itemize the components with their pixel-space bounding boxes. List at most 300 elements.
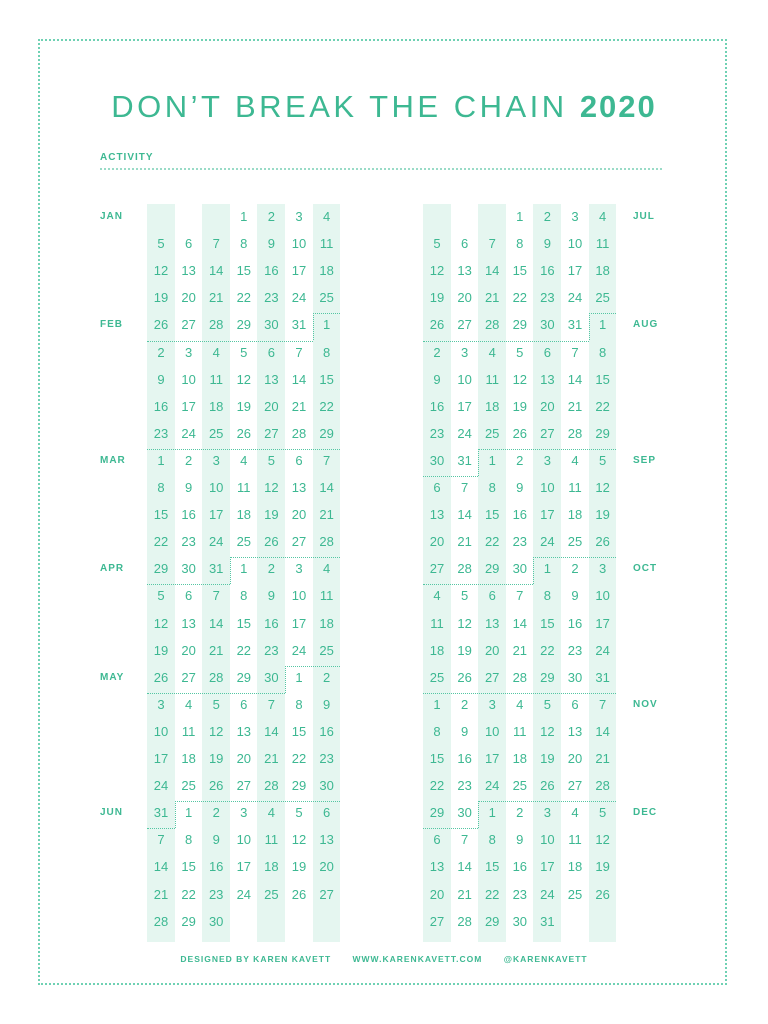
day-cell: 27 — [540, 425, 555, 441]
day-cell: 21 — [457, 886, 472, 902]
day-cell: 16 — [512, 507, 528, 523]
month-label: MAR — [100, 454, 126, 466]
day-cell: 18 — [319, 263, 334, 279]
day-cell: 29 — [181, 913, 196, 929]
day-cell: 28 — [208, 317, 224, 333]
day-cell: 19 — [208, 751, 224, 766]
day-cell: 1 — [433, 696, 441, 712]
day-cell: 1 — [157, 452, 165, 468]
day-cell: 18 — [319, 615, 334, 631]
day-cell: 23 — [181, 534, 196, 550]
day-cell: 25 — [512, 778, 528, 794]
day-cell: 17 — [540, 507, 555, 523]
month-separator — [147, 341, 313, 342]
day-cell: 30 — [208, 913, 224, 929]
day-cell: 30 — [181, 561, 196, 577]
day-cell: 27 — [181, 669, 196, 685]
month-separator — [478, 801, 616, 802]
day-cell: 21 — [291, 398, 307, 414]
day-cell: 6 — [184, 236, 193, 252]
day-cell: 2 — [267, 561, 275, 577]
day-cell: 6 — [240, 696, 248, 712]
day-cell: 26 — [595, 534, 610, 550]
day-cell: 5 — [240, 344, 248, 360]
day-cell: 12 — [595, 480, 610, 495]
day-cell: 15 — [595, 371, 610, 387]
day-cell: 10 — [291, 588, 307, 604]
day-cell: 9 — [516, 832, 524, 848]
day-cell: 26 — [291, 886, 307, 902]
day-cell: 17 — [153, 751, 169, 766]
day-cell: 29 — [291, 778, 307, 794]
day-cell: 22 — [540, 642, 555, 658]
day-cell: 7 — [571, 344, 579, 360]
day-cell: 25 — [567, 886, 583, 902]
day-cell: 20 — [236, 751, 252, 766]
day-cell: 3 — [295, 561, 303, 577]
day-cell: 21 — [208, 642, 224, 658]
day-cell: 26 — [153, 669, 169, 685]
day-cell: 8 — [488, 480, 496, 495]
month-separator — [478, 449, 616, 450]
day-cell: 16 — [319, 723, 334, 739]
day-cell: 9 — [157, 371, 165, 387]
day-cell: 7 — [460, 832, 469, 848]
day-cell: 30 — [429, 452, 445, 468]
day-cell: 6 — [322, 805, 331, 821]
day-cell: 29 — [512, 317, 528, 333]
day-cell: 10 — [181, 371, 196, 387]
day-cell: 7 — [212, 588, 220, 604]
day-cell: 5 — [460, 588, 469, 604]
month-separator — [147, 693, 285, 694]
month-separator — [423, 584, 533, 585]
day-cell: 3 — [543, 452, 551, 468]
day-cell: 5 — [157, 236, 165, 252]
day-cell: 28 — [457, 561, 472, 577]
day-cell: 26 — [153, 317, 169, 333]
day-cell: 1 — [516, 209, 524, 224]
day-cell: 22 — [429, 778, 445, 794]
day-cell: 19 — [236, 398, 252, 414]
day-cell: 4 — [571, 452, 579, 468]
day-cell: 23 — [208, 886, 224, 902]
day-cell: 13 — [181, 615, 196, 631]
day-cell: 17 — [567, 263, 583, 279]
day-cell: 2 — [157, 344, 165, 360]
day-cell: 28 — [595, 778, 610, 794]
day-cell: 18 — [512, 751, 528, 766]
day-cell: 16 — [567, 615, 583, 631]
day-cell: 18 — [208, 398, 224, 414]
day-cell: 25 — [484, 425, 500, 441]
day-cell: 6 — [543, 344, 551, 360]
day-cell: 24 — [181, 425, 196, 441]
day-cell: 31 — [208, 561, 224, 577]
day-cell: 15 — [484, 507, 500, 523]
month-label: FEB — [100, 319, 123, 331]
day-cell: 23 — [512, 534, 528, 550]
day-cell: 8 — [240, 588, 248, 604]
day-cell: 15 — [236, 615, 252, 631]
day-cell: 7 — [516, 588, 524, 604]
day-cell: 6 — [571, 696, 579, 712]
day-cell: 18 — [567, 859, 583, 875]
month-separator — [230, 557, 340, 558]
day-cell: 24 — [484, 778, 500, 794]
day-cell: 21 — [457, 534, 472, 550]
day-cell: 14 — [484, 263, 500, 279]
day-cell: 11 — [181, 723, 196, 739]
day-cell: 13 — [429, 859, 445, 875]
day-cell: 12 — [429, 263, 445, 279]
day-cell: 8 — [516, 236, 524, 252]
day-cell: 11 — [264, 832, 279, 848]
day-cell: 12 — [153, 263, 169, 279]
day-cell: 23 — [457, 778, 472, 794]
day-cell: 9 — [322, 696, 331, 712]
day-cell: 3 — [295, 209, 303, 224]
day-cell: 16 — [512, 859, 528, 875]
day-cell: 4 — [322, 209, 331, 224]
day-cell: 12 — [236, 371, 252, 387]
day-cell: 21 — [153, 886, 169, 902]
day-cell: 24 — [236, 886, 252, 902]
month-label: JUN — [100, 807, 124, 819]
day-cell: 10 — [595, 588, 610, 604]
day-cell: 17 — [484, 751, 500, 766]
day-cell: 11 — [568, 832, 582, 848]
day-cell: 6 — [184, 588, 193, 604]
day-cell: 17 — [181, 398, 196, 414]
day-cell: 28 — [208, 669, 224, 685]
day-cell: 11 — [319, 236, 334, 252]
month-label: MAY — [100, 671, 125, 683]
day-cell: 26 — [540, 778, 555, 794]
day-cell: 13 — [181, 263, 196, 279]
day-cell: 13 — [236, 723, 252, 739]
day-cell: 24 — [291, 290, 307, 306]
day-cell: 20 — [429, 886, 445, 902]
day-cell: 27 — [484, 669, 500, 685]
day-cell: 17 — [236, 859, 252, 875]
day-cell: 6 — [488, 588, 496, 604]
month-separator — [423, 693, 616, 694]
day-cell: 18 — [595, 263, 610, 279]
day-cell: 5 — [267, 452, 275, 468]
day-cell: 2 — [322, 669, 331, 685]
day-cell: 28 — [484, 317, 500, 333]
day-cell: 15 — [319, 371, 334, 387]
day-cell: 19 — [153, 290, 169, 306]
day-cell: 5 — [212, 696, 220, 712]
day-cell: 23 — [512, 886, 528, 902]
day-cell: 19 — [429, 290, 445, 306]
day-cell: 27 — [236, 778, 252, 794]
month-separator — [589, 313, 617, 314]
month-separator — [423, 828, 478, 829]
day-cell: 1 — [488, 805, 496, 821]
day-cell: 27 — [181, 317, 196, 333]
day-cell: 14 — [595, 723, 610, 739]
day-cell: 24 — [291, 642, 307, 658]
day-cell: 26 — [457, 669, 472, 685]
day-cell: 12 — [264, 480, 279, 495]
day-cell: 8 — [488, 832, 496, 848]
day-cell: 2 — [571, 561, 579, 577]
day-cell: 31 — [567, 317, 583, 333]
day-cell: 17 — [540, 859, 555, 875]
day-cell: 19 — [264, 507, 279, 523]
day-cell: 7 — [488, 236, 496, 252]
day-cell: 3 — [184, 344, 193, 360]
day-cell: 9 — [571, 588, 579, 604]
day-cell: 10 — [208, 480, 224, 495]
day-cell: 24 — [457, 425, 472, 441]
day-cell: 7 — [598, 696, 607, 712]
day-cell: 20 — [540, 398, 555, 414]
day-cell: 3 — [460, 344, 469, 360]
day-cell: 14 — [567, 371, 583, 387]
day-cell: 28 — [567, 425, 583, 441]
footer-designer: DESIGNED BY KAREN KAVETT — [180, 954, 332, 964]
day-cell: 3 — [571, 209, 579, 224]
day-cell: 26 — [595, 886, 610, 902]
day-cell: 22 — [236, 642, 252, 658]
day-cell: 1 — [240, 561, 248, 577]
day-cell: 12 — [540, 723, 555, 739]
day-cell: 3 — [598, 561, 607, 577]
day-cell: 8 — [543, 588, 551, 604]
day-cell: 16 — [153, 398, 169, 414]
footer — [0, 954, 768, 964]
day-cell: 20 — [319, 859, 334, 875]
day-cell: 12 — [595, 832, 610, 848]
day-cell: 5 — [433, 236, 441, 252]
day-cell: 16 — [457, 751, 472, 766]
day-cell: 22 — [181, 886, 196, 902]
day-cell: 13 — [264, 371, 279, 387]
day-cell: 30 — [512, 913, 528, 929]
day-cell: 12 — [291, 832, 307, 848]
day-cell: 23 — [567, 642, 583, 658]
day-cell: 5 — [295, 805, 303, 821]
day-cell: 30 — [540, 317, 555, 333]
day-cell: 11 — [237, 480, 251, 495]
day-cell: 4 — [516, 696, 524, 712]
month-label: APR — [100, 563, 125, 575]
footer-website[interactable]: WWW.KARENKAVETT.COM — [352, 954, 483, 964]
day-cell: 7 — [460, 480, 469, 495]
month-label: NOV — [633, 698, 658, 710]
day-cell: 16 — [264, 615, 279, 631]
day-cell: 13 — [429, 507, 445, 523]
day-cell: 19 — [540, 751, 555, 766]
title-text: DON’T BREAK THE CHAIN — [111, 88, 568, 124]
day-cell: 9 — [184, 480, 193, 495]
day-cell: 15 — [291, 723, 307, 739]
day-cell: 3 — [240, 805, 248, 821]
day-cell: 4 — [433, 588, 441, 604]
month-separator — [423, 476, 478, 477]
day-cell: 4 — [212, 344, 220, 360]
day-cell: 10 — [567, 236, 583, 252]
day-cell: 10 — [540, 480, 555, 495]
day-cell: 19 — [595, 859, 610, 875]
activity-label: ACTIVITY — [100, 152, 154, 163]
day-cell: 16 — [540, 263, 555, 279]
day-cell: 14 — [319, 480, 334, 495]
day-cell: 27 — [291, 534, 307, 550]
day-cell: 7 — [295, 344, 303, 360]
day-cell: 2 — [184, 452, 193, 468]
day-cell: 10 — [153, 723, 169, 739]
day-cell: 2 — [516, 805, 524, 821]
day-cell: 14 — [457, 859, 472, 875]
day-cell: 7 — [322, 452, 331, 468]
day-cell: 8 — [598, 344, 607, 360]
day-cell: 2 — [516, 452, 524, 468]
day-cell: 21 — [208, 290, 224, 306]
day-cell: 2 — [460, 696, 469, 712]
day-cell: 25 — [264, 886, 279, 902]
day-cell: 20 — [181, 290, 196, 306]
footer-handle[interactable]: @KARENKAVETT — [503, 954, 588, 964]
day-cell: 3 — [543, 805, 551, 821]
day-cell: 14 — [264, 723, 279, 739]
day-cell: 23 — [264, 290, 279, 306]
day-cell: 2 — [267, 209, 275, 224]
day-cell: 15 — [236, 263, 252, 279]
day-cell: 29 — [236, 317, 252, 333]
day-cell: 17 — [457, 398, 472, 414]
day-cell: 14 — [153, 859, 169, 875]
day-cell: 6 — [267, 344, 275, 360]
day-cell: 15 — [429, 751, 445, 766]
day-cell: 20 — [429, 534, 445, 550]
day-cell: 23 — [319, 751, 334, 766]
month-separator — [533, 557, 616, 558]
day-cell: 4 — [184, 696, 193, 712]
day-cell: 10 — [484, 723, 500, 739]
day-cell: 16 — [264, 263, 279, 279]
day-cell: 28 — [319, 534, 334, 550]
day-cell: 3 — [488, 696, 496, 712]
title-year: 2020 — [579, 88, 657, 124]
day-cell: 25 — [319, 290, 334, 306]
month-separator — [175, 801, 341, 802]
day-cell: 31 — [153, 805, 169, 821]
day-cell: 20 — [484, 642, 500, 658]
day-cell: 29 — [236, 669, 252, 685]
day-cell: 19 — [153, 642, 169, 658]
day-cell: 22 — [484, 886, 500, 902]
day-cell: 18 — [429, 642, 445, 658]
day-cell: 28 — [512, 669, 528, 685]
day-cell: 24 — [595, 642, 610, 658]
day-cell: 25 — [595, 290, 610, 306]
month-separator — [285, 666, 340, 667]
day-cell: 12 — [512, 371, 528, 387]
day-cell: 16 — [208, 859, 224, 875]
day-cell: 11 — [209, 371, 223, 387]
day-cell: 9 — [267, 236, 275, 252]
day-cell: 22 — [512, 290, 528, 306]
day-cell: 5 — [598, 805, 607, 821]
day-cell: 27 — [567, 778, 583, 794]
day-cell: 18 — [264, 859, 279, 875]
day-cell: 2 — [433, 344, 441, 360]
day-cell: 4 — [322, 561, 331, 577]
day-cell: 11 — [595, 236, 610, 252]
day-cell: 6 — [433, 480, 441, 495]
day-cell: 3 — [212, 452, 220, 468]
day-cell: 25 — [429, 669, 445, 685]
day-cell: 30 — [264, 669, 279, 685]
day-cell: 1 — [598, 317, 607, 333]
day-cell: 18 — [567, 507, 583, 523]
day-cell: 22 — [319, 398, 334, 414]
day-cell: 16 — [181, 507, 196, 523]
month-label: JUL — [633, 211, 655, 222]
day-cell: 1 — [184, 805, 193, 821]
day-cell: 1 — [322, 317, 331, 333]
day-cell: 2 — [212, 805, 220, 821]
day-cell: 21 — [484, 290, 500, 306]
day-cell: 30 — [512, 561, 528, 577]
day-cell: 23 — [153, 425, 169, 441]
day-cell: 28 — [264, 778, 279, 794]
day-cell: 31 — [291, 317, 307, 333]
day-cell: 25 — [236, 534, 252, 550]
day-cell: 7 — [157, 832, 165, 848]
day-cell: 9 — [516, 480, 524, 495]
day-cell: 21 — [567, 398, 583, 414]
day-cell: 30 — [457, 805, 472, 821]
month-separator — [147, 584, 230, 585]
day-cell: 1 — [295, 669, 303, 685]
day-cell: 8 — [157, 480, 165, 495]
day-cell: 4 — [240, 452, 248, 468]
day-cell: 4 — [488, 344, 496, 360]
day-cell: 24 — [208, 534, 224, 550]
month-separator — [423, 341, 589, 342]
day-cell: 24 — [540, 886, 555, 902]
day-cell: 10 — [457, 371, 472, 387]
day-cell: 24 — [540, 534, 555, 550]
month-separator — [147, 449, 340, 450]
day-cell: 31 — [457, 452, 472, 468]
day-cell: 29 — [484, 561, 500, 577]
day-cell: 20 — [457, 290, 472, 306]
day-cell: 22 — [153, 534, 169, 550]
day-cell: 21 — [512, 642, 528, 658]
day-cell: 26 — [264, 534, 279, 550]
day-cell: 29 — [153, 561, 169, 577]
day-cell: 6 — [295, 452, 303, 468]
day-cell: 8 — [184, 832, 193, 848]
day-cell: 8 — [295, 696, 303, 712]
day-cell: 5 — [543, 696, 551, 712]
day-cell: 19 — [291, 859, 307, 875]
day-cell: 12 — [208, 723, 224, 739]
day-cell: 23 — [264, 642, 279, 658]
day-cell: 20 — [181, 642, 196, 658]
day-cell: 26 — [208, 778, 224, 794]
day-cell: 15 — [153, 507, 169, 523]
day-cell: 28 — [291, 425, 307, 441]
day-cell: 30 — [264, 317, 279, 333]
